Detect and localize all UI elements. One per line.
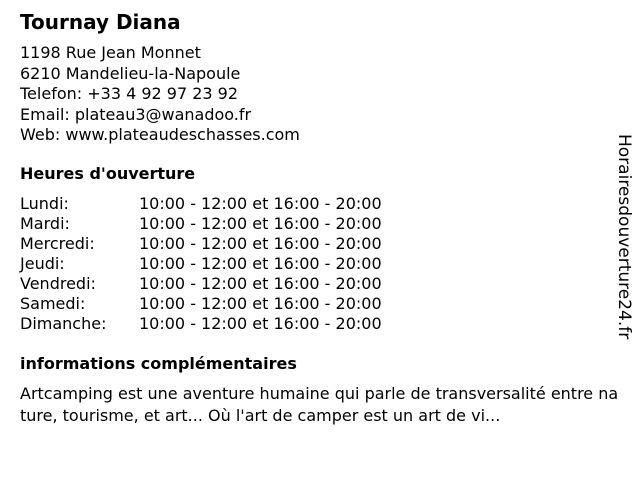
business-name: Tournay Diana [20,10,181,34]
opening-hours-heading: Heures d'ouverture [20,164,196,183]
time-range: 10:00 - 12:00 et 16:00 - 20:00 [139,294,382,313]
time-range: 10:00 - 12:00 et 16:00 - 20:00 [139,314,382,333]
time-range: 10:00 - 12:00 et 16:00 - 20:00 [139,234,382,253]
hours-row-thursday [20,254,382,274]
phone-number[interactable]: Telefon: +33 4 92 97 23 92 [20,84,239,103]
address-city: 6210 Mandelieu-la-Napoule [20,63,241,83]
day-label: Dimanche: [20,314,107,333]
day-label: Jeudi: [20,254,65,273]
time-range: 10:00 - 12:00 et 16:00 - 20:00 [139,214,382,233]
hours-row-sunday [20,314,382,334]
hours-row-saturday [20,294,382,314]
day-label: Mercredi: [20,234,95,253]
time-range: 10:00 - 12:00 et 16:00 - 20:00 [139,194,382,213]
email-address[interactable]: Email: plateau3@wanadoo.fr [20,104,252,124]
address-street: 1198 Rue Jean Monnet [20,43,201,62]
website-link[interactable]: Web: www.plateaudeschasses.com [20,125,300,144]
day-label: Vendredi: [20,274,96,293]
hours-row-monday [20,194,382,214]
contact-block [20,43,300,146]
day-label: Lundi: [20,194,69,213]
time-range: 10:00 - 12:00 et 16:00 - 20:00 [139,254,382,273]
hours-row-wednesday [20,234,382,254]
site-watermark: Horairesdouverture24.fr [614,134,634,340]
day-label: Samedi: [20,294,86,313]
hours-row-tuesday [20,214,382,234]
opening-hours-table [20,194,382,334]
time-range: 10:00 - 12:00 et 16:00 - 20:00 [139,274,382,293]
day-label: Mardi: [20,214,70,233]
additional-info-heading: informations complémentaires [20,354,297,373]
description-text: Artcamping est une aventure humaine qui parle de transversalité entre nature, tourisme, et art... Où l'art de camper est un art de vi... [20,384,619,425]
hours-row-friday [20,274,382,294]
